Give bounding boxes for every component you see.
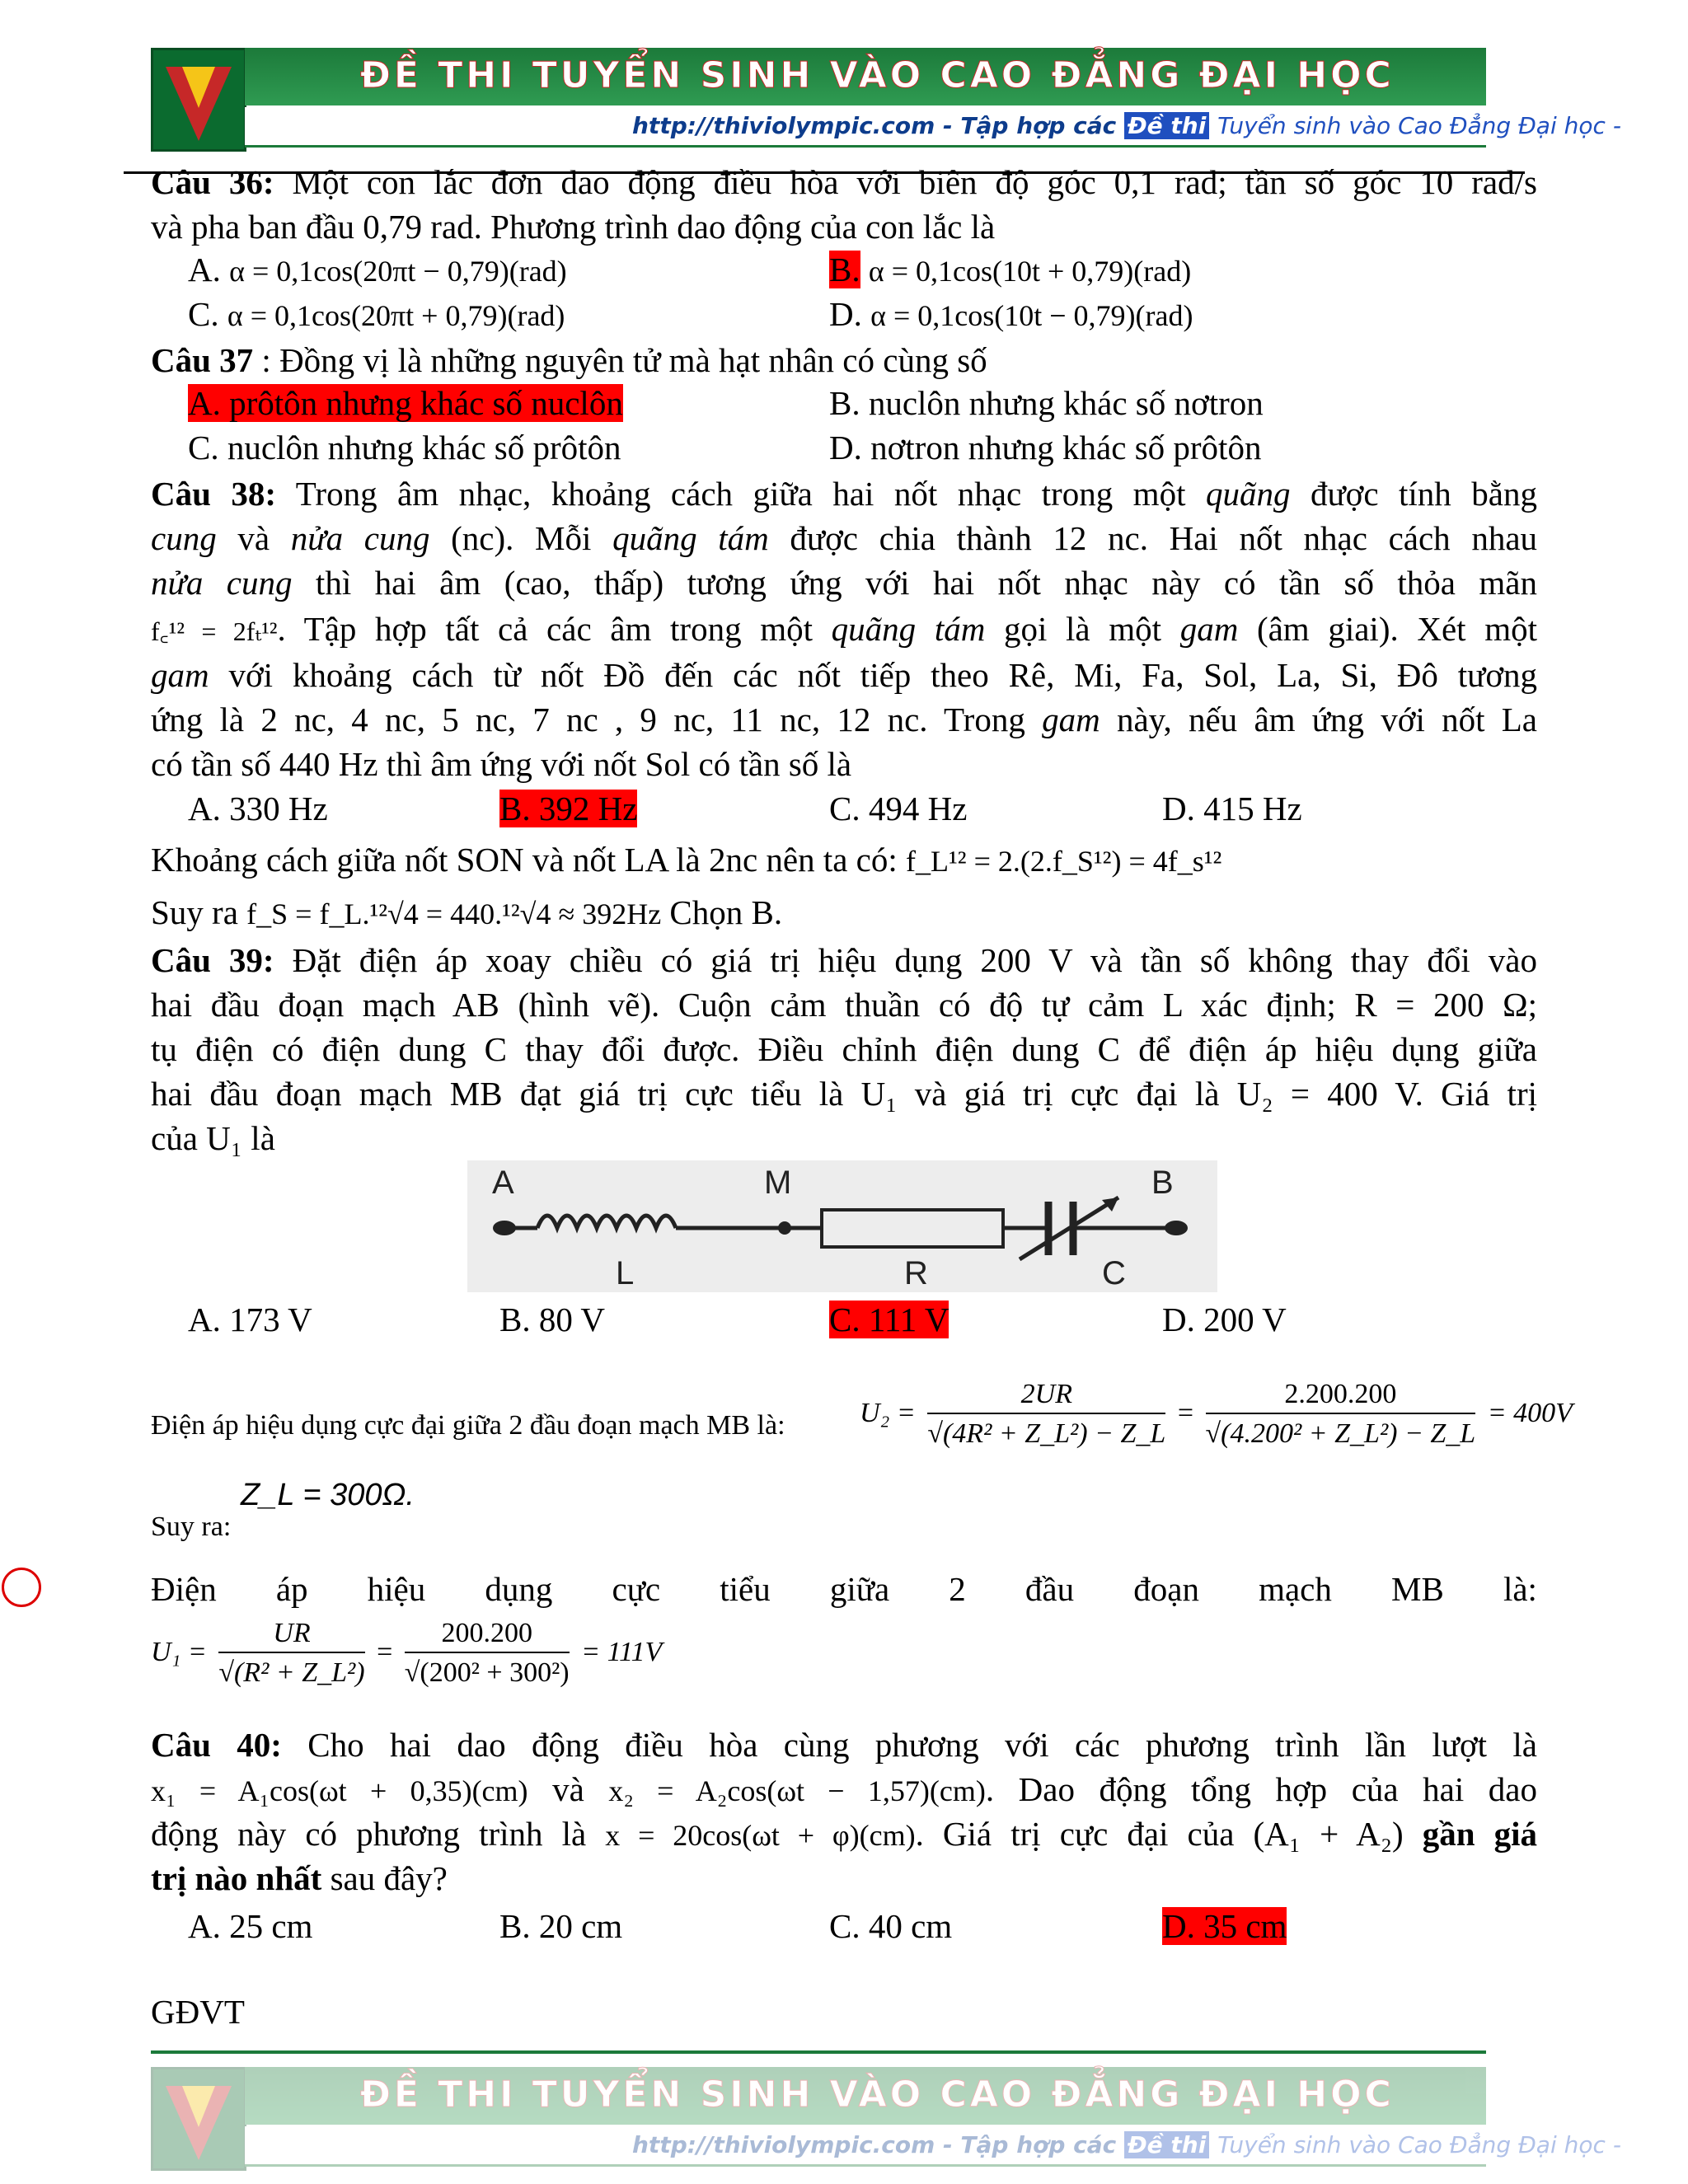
q40-option-b[interactable]: B. 20 cm (499, 1907, 623, 1945)
q38-option-c[interactable]: C. 494 Hz (829, 790, 968, 827)
q40-line1: Câu 40: Cho hai dao động điều hòa cùng phương với các phương trình lần lượt là (151, 1726, 1537, 1764)
q39-solution-suyra: Suy ra: (151, 1511, 232, 1542)
footer-rule (151, 2050, 1486, 2054)
q38-line1: Câu 38: Trong âm nhạc, khoảng cách giữa hai nốt nhạc trong một quãng được tính bằng (151, 475, 1537, 513)
footer-banner-strip (245, 2067, 1486, 2125)
q37-option-b[interactable]: B. nuclôn nhưng khác số nơtron (829, 384, 1264, 422)
banner-url-bar (245, 107, 1621, 148)
q36-option-b[interactable]: B. α = 0,1cos(10t + 0,79)(rad) (829, 251, 1192, 288)
footer-banner-title: ĐỀ THI TUYỂN SINH VÀO CAO ĐẲNG ĐẠI HỌC (360, 2074, 1395, 2116)
circuit-label-B: B (1151, 1165, 1174, 1201)
banner-title: ĐỀ THI TUYỂN SINH VÀO CAO ĐẲNG ĐẠI HỌC (360, 54, 1395, 96)
q38-line3: nửa cung thì hai âm (cao, thấp) tương ứng với hai nốt nhạc này có tần số thỏa mãn (151, 564, 1537, 602)
q37-option-d[interactable]: D. nơtron nhưng khác số prôtôn (829, 429, 1262, 466)
q38-line4: f꜀¹² = 2fₜ¹². Tập hợp tất cả các âm trong một quãng tám gọi là một gam (âm giai). Xét một (151, 610, 1537, 648)
logo-icon (151, 48, 246, 152)
q37-option-c[interactable]: C. nuclôn nhưng khác số prôtôn (188, 429, 621, 466)
q38-option-b[interactable]: B. 392 Hz (499, 790, 638, 827)
q38-solution-line2: Suy ra f_S = f_L.¹²√4 = 440.¹²√4 ≈ 392Hz Chọn B. (151, 893, 783, 931)
q39-zl-result: Z_L = 300Ω. (241, 1478, 415, 1512)
q38-line7: có tần số 440 Hz thì âm ứng với nốt Sol có tần số là (151, 745, 852, 783)
q39-option-a[interactable]: A. 173 V (188, 1301, 312, 1338)
q38-solution-line1: Khoảng cách giữa nốt SON và nốt LA là 2nc nên ta có: f_L¹² = 2.(2.f_S¹²) = 4f_s¹² (151, 841, 1222, 879)
q39-line4: hai đầu đoạn mạch MB đạt giá trị cực tiểu là U₁ và giá trị cực đại là U₂ = 400 V. Giá trị (151, 1075, 1537, 1113)
q37-option-a[interactable]: A. prôtôn nhưng khác số nuclôn (188, 384, 623, 422)
q39-line5: của U₁ là (151, 1119, 275, 1157)
q39-solution-line3: Điện áp hiệu dụng cực tiểu giữa 2 đầu đoạn mạch MB là: (151, 1570, 1537, 1608)
q36-option-c[interactable]: C. α = 0,1cos(20πt + 0,79)(rad) (188, 295, 565, 333)
footer-banner-url[interactable]: http://thiviolympic.com - Tập hợp các Đề thi Tuyển sinh vào Cao Đẳng Đại học - (632, 2131, 1621, 2158)
q36-option-d[interactable]: D. α = 0,1cos(10t − 0,79)(rad) (829, 295, 1193, 333)
circuit-diagram (467, 1160, 1217, 1292)
circuit-label-R: R (904, 1255, 928, 1291)
q38-line2: cung và nửa cung (nc). Mỗi quãng tám được chia thành 12 nc. Hai nốt nhạc cách nhau (151, 519, 1538, 557)
footer-logo-icon (151, 2067, 246, 2171)
q38-line6: ứng là 2 nc, 4 nc, 5 nc, 7 nc , 9 nc, 11 nc, 12 nc. Trong gam này, nếu âm ứng với nốt La (151, 701, 1537, 738)
q38-option-a[interactable]: A. 330 Hz (188, 790, 328, 827)
q36-line2: và pha ban đầu 0,79 rad. Phương trình dao động của con lắc là (151, 208, 996, 246)
q39-line2: hai đầu đoạn mạch AB (hình vẽ). Cuộn cảm thuần có độ tự cảm L xác định; R = 200 Ω; (151, 986, 1537, 1024)
circuit-label-M: M (764, 1165, 792, 1201)
q37-line1: Câu 37 : Đồng vị là những nguyên tử mà hạt nhân có cùng số (151, 341, 987, 379)
circuit-label-L: L (616, 1255, 635, 1291)
footer-banner (151, 2067, 1621, 2178)
q40-option-c[interactable]: C. 40 cm (829, 1907, 953, 1945)
q40-line2: x₁ = A₁cos(ωt + 0,35)(cm) và x₂ = A₂cos(ωt − 1,57)(cm). Dao động tổng hợp của hai dao (151, 1770, 1537, 1808)
footer-banner-url-bar (245, 2126, 1621, 2167)
banner-strip (245, 48, 1486, 105)
circuit-label-A: A (492, 1165, 514, 1201)
q36-line1: Câu 36: Một con lắc đơn dao động điều hòa với biên độ góc 0,1 rad; tần số góc 10 rad/s (151, 163, 1537, 201)
q40-line3: động này có phương trình là x = 20cos(ωt + φ)(cm). Giá trị cực đại của (A₁ + A₂) gần giá (151, 1815, 1538, 1853)
q40-option-a[interactable]: A. 25 cm (188, 1907, 313, 1945)
q39-solution-formula1: U₂ = $\frac{2UR}{\text{√(4R² + Z\_L²) − Z\_L}}$ = $\frac{2.200.200}{\text{√(4.200² + Z\_L²) − Z\_L}}$ = 400V (860, 1376, 1573, 1454)
q36-option-a[interactable]: A. α = 0,1cos(20πt − 0,79)(rad) (188, 251, 567, 288)
signature: GĐVT (151, 1993, 245, 2031)
q39-solution-formula2: U₁ = $\frac{UR}{\text{√(R² + Z\_L²)}}$ = $\frac{200.200}{\text{√(200² + 300²)}}$ = 111V (151, 1615, 662, 1693)
q39-line3: tụ điện có điện dung C thay đổi được. Điều chỉnh điện dung C để điện áp hiệu dụng giữa (151, 1030, 1537, 1068)
circuit-label-C: C (1102, 1255, 1126, 1291)
q39-line1: Câu 39: Đặt điện áp xoay chiều có giá trị hiệu dụng 200 V và tần số không thay đổi vào (151, 941, 1537, 979)
banner-url[interactable]: http://thiviolympic.com - Tập hợp các Đề thi Tuyển sinh vào Cao Đẳng Đại học - (632, 112, 1621, 139)
circle-mark (2, 1568, 41, 1607)
q39-option-c[interactable]: C. 111 V (829, 1301, 950, 1338)
q38-line5: gam với khoảng cách từ nốt Đồ đến các nốt tiếp theo Rê, Mi, Fa, Sol, La, Si, Đô tương (151, 656, 1537, 694)
q40-option-d[interactable]: D. 35 cm (1162, 1907, 1287, 1945)
q38-option-d[interactable]: D. 415 Hz (1162, 790, 1302, 827)
q39-option-b[interactable]: B. 80 V (499, 1301, 605, 1338)
q39-option-d[interactable]: D. 200 V (1162, 1301, 1287, 1338)
q39-solution-label: Điện áp hiệu dụng cực đại giữa 2 đầu đoạn mạch MB là: (151, 1410, 785, 1441)
header-banner (151, 48, 1621, 159)
q40-line4: trị nào nhất sau đây? (151, 1859, 448, 1897)
